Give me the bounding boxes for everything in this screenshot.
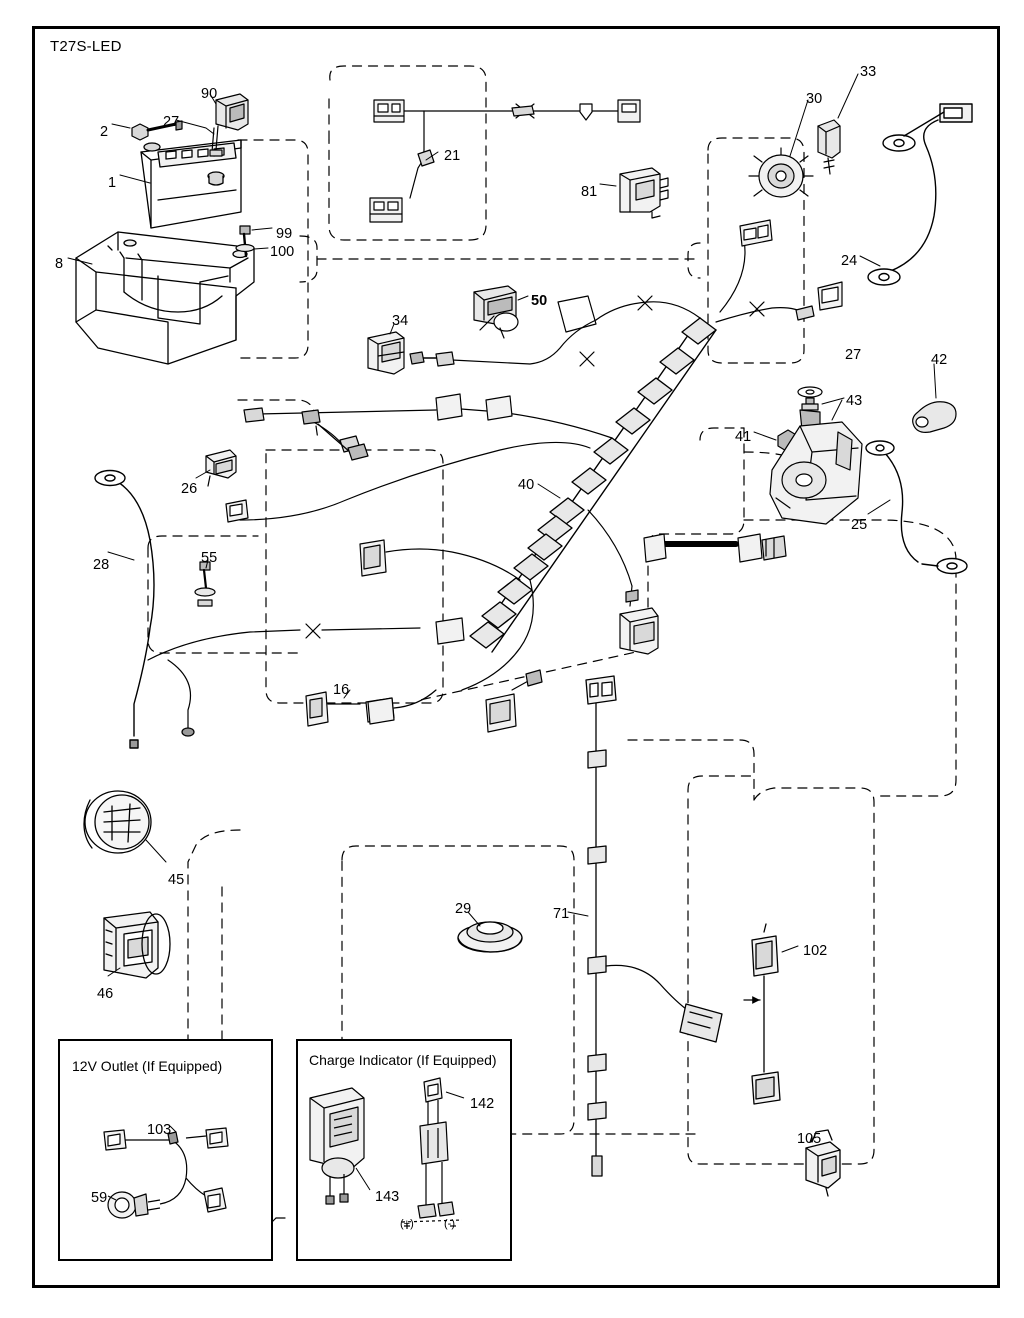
callout-90: 90 [201, 86, 218, 102]
callout-40: 40 [518, 477, 535, 493]
callout-42: 42 [931, 352, 948, 368]
callout-46: 46 [97, 986, 114, 1002]
inset-charge-indicator-title: Charge Indicator (If Equipped) [309, 1052, 497, 1068]
callout-16: 16 [333, 682, 350, 698]
callout-81: 81 [581, 184, 598, 200]
callout-41: 41 [735, 429, 752, 445]
callout-103: 103 [147, 1122, 172, 1138]
callout-34: 34 [392, 313, 409, 329]
callout-26: 26 [181, 481, 198, 497]
callout-50: 50 [531, 293, 548, 309]
callout-102: 102 [803, 943, 828, 959]
callout-30: 30 [806, 91, 823, 107]
callout-2: 2 [100, 124, 109, 140]
callout-71: 71 [553, 906, 570, 922]
callout-143: 143 [375, 1189, 400, 1205]
polarity-positive-label: (+) [400, 1218, 414, 1230]
callout-1: 1 [108, 175, 117, 191]
callout-99: 99 [276, 226, 293, 242]
inset-12v-outlet-title: 12V Outlet (If Equipped) [72, 1058, 223, 1074]
polarity-negative-label: (-) [444, 1218, 455, 1230]
callout-142: 142 [470, 1096, 495, 1112]
callout-8: 8 [55, 256, 64, 272]
callout-43: 43 [846, 393, 863, 409]
callout-27: 27 [163, 114, 180, 130]
callout-59: 59 [91, 1190, 108, 1206]
page-title: T27S-LED [50, 38, 122, 55]
callout-33: 33 [860, 64, 877, 80]
callout-45: 45 [168, 872, 185, 888]
callout-105: 105 [797, 1131, 822, 1147]
callout-21: 21 [444, 148, 461, 164]
callout-28: 28 [93, 557, 110, 573]
callout-24: 24 [841, 253, 858, 269]
callout-27: 27 [845, 347, 862, 363]
callout-100: 100 [270, 244, 295, 260]
callout-25: 25 [851, 517, 868, 533]
callout-29: 29 [455, 901, 472, 917]
callout-55: 55 [201, 550, 218, 566]
